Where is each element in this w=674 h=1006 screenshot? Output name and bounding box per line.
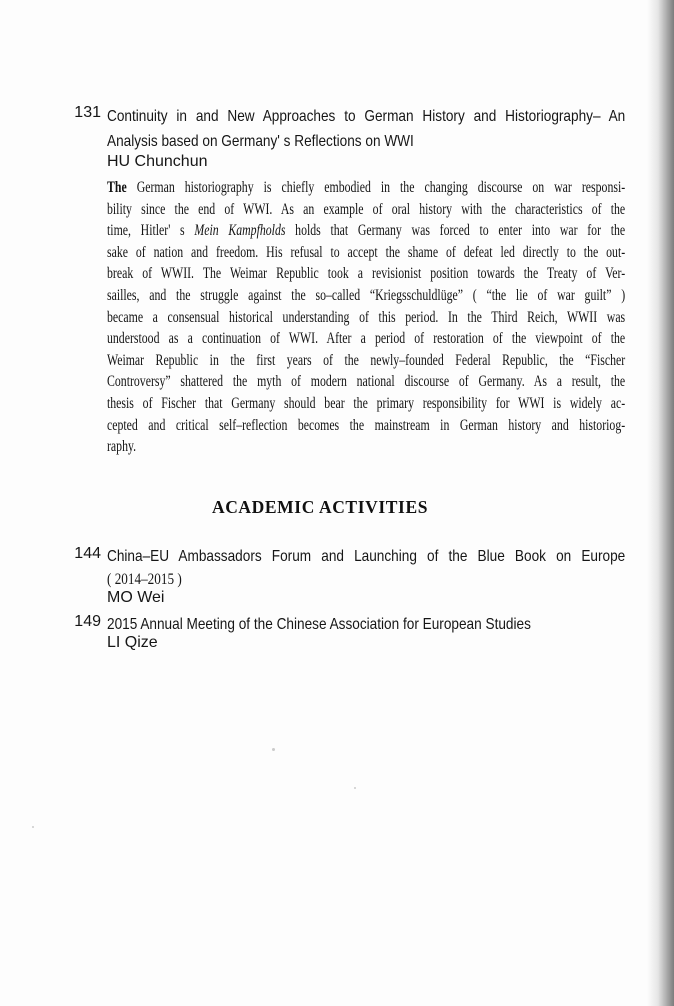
activity-entry-number: 149 — [74, 613, 101, 630]
activity-title-line1: China–EU Ambassadors Forum and Launching of the Blue Book on Europe — [107, 548, 626, 565]
activity-title — [107, 613, 625, 636]
abstract-line: break of WWII. The Weimar Republic took a revisionist position towards the Treaty of Ver- — [107, 265, 626, 283]
abstract-line: The German historiography is chiefly embodied in the changing discourse on war responsi- — [107, 179, 626, 196]
scan-speck — [272, 748, 275, 751]
activity-author: LI Qize — [107, 634, 158, 651]
activity-author: MO Wei — [107, 589, 165, 606]
abstract-line: understood as a continuation of WWI. After a period of restoration of the viewpoint of the — [107, 330, 626, 348]
abstract-line: sake of nation and freedom. His refusal to accept the shame of defeat led directly to the out- — [107, 243, 626, 261]
abstract-bold-word: The — [107, 179, 127, 196]
abstract-line: bility since the end of WWI. As an example of oral history with the characteristics of the — [107, 200, 626, 218]
book-title-italic: Mein Kampfholds — [194, 222, 286, 240]
page-edge-shadow — [647, 0, 674, 1006]
activity-title-line2: ( 2014–2015 ) — [107, 571, 182, 588]
abstract-line: raphy. — [107, 438, 137, 456]
article-title-line2: Analysis based on Germany' s Reflections on WWI — [107, 133, 414, 150]
section-heading: ACADEMIC ACTIVITIES — [211, 497, 429, 517]
abstract-line: time, Hitler' s Mein Kampfholds holds that Germany was forced to enter into war for the — [107, 222, 626, 240]
abstract-line: Weimar Republic in the first years of the newly–founded Federal Republic, the “Fischer — [107, 351, 626, 369]
activity-title-line1: 2015 Annual Meeting of the Chinese Association for European Studies — [107, 616, 531, 633]
article-title-line1: Continuity in and New Approaches to German History and Historiography– An — [107, 108, 626, 125]
abstract-line: cepted and critical self–reflection becomes the mainstream in German history and historiog- — [107, 416, 626, 434]
activity-entry-number: 144 — [74, 545, 101, 562]
article-author: HU Chunchun — [107, 153, 208, 170]
scan-speck — [354, 787, 356, 789]
article-abstract — [107, 177, 625, 458]
article-title — [107, 104, 625, 154]
scan-speck — [32, 826, 34, 828]
abstract-line: became a consensual historical understanding of this period. In the Third Reich, WWII was — [107, 308, 626, 326]
abstract-line: sailles, and the struggle against the so–called “Kriegsschuldlüge” ( “the lie of war guilt” ) — [107, 286, 626, 304]
abstract-line: Controversy” shattered the myth of modern national discourse of Germany. As a result, the — [107, 373, 626, 391]
activity-title — [107, 545, 625, 591]
article-entry-number: 131 — [74, 104, 101, 121]
abstract-line: thesis of Fischer that Germany should bear the primary responsibility for WWI is widely ac- — [107, 394, 626, 412]
